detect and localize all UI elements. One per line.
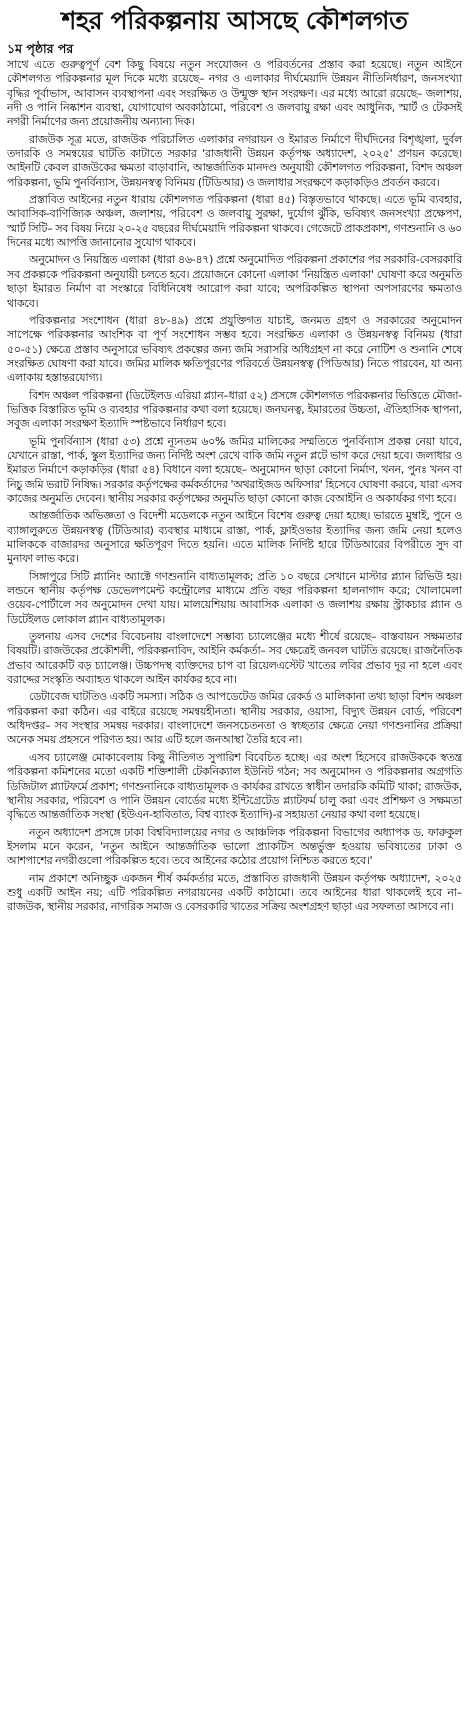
paragraph: নাম প্রকাশে অনিচ্ছুক একজন শীর্ষ কর্মকর্তার মতে, প্রস্তাবিত রাজধানী উন্নয়ন কর্তৃপক্ষ অধ্যাদেশ, ২০২৫ শুধু একটি আইন নয়; এটি পরিকল্পিত নগরায়নের একটি কাঠামো। তবে আইনের ধারা থাকলেই হবে না– রাজউক, স্থানীয় সরকার, নাগরিক সমাজ ও বেসরকারি খাতের সক্রিয় অংশগ্রহণ ছাড়া এর সফলতা আসবে না। bbox=[7, 871, 462, 914]
paragraph: ভূমি পুনর্বিন্যাস (ধারা ৫৩) প্রশ্নে ন্যূনতম ৬০% জমির মালিকের সম্মতিতে পুনর্বিন্যাস প্রকল্প নেয়া যাবে, যেখানে রাস্তা, পার্ক, স্কুল ইত্যাদির জন্য নির্দিষ্ট অংশ রেখে বাকি জমি নতুন প্লটে ভাগ করে দেয়া হবে। জলাধার ও ইমারত নির্মাণে কড়াকড়ির (ধারা ৫৪) বিধানে বলা হয়েছে– অনুমোদন ছাড়া কোনো নির্মাণ, খনন, পুনঃ খনন বা নিচু জমি ভরাট নিষিদ্ধ। সরকার কর্তৃপক্ষের কর্মকর্তাদের 'অথরাইজড অফিসার' হিসেবে ঘোষণা করবে, যারা এসব কাজের অনুমতি দেবেন। স্থানীয় সরকার কর্তৃপক্ষের অনুমতি ছাড়া কোনো কাজ বেআইনি ও অকার্যকর গণ্য হবে। bbox=[7, 434, 462, 505]
article-body bbox=[7, 58, 462, 915]
paragraph: তুলনায় এসব দেশের বিবেচনায় বাংলাদেশে সম্ভাব্য চ্যালেঞ্জের মধ্যে শীর্ষে রয়েছে– বাস্তবায়ন সক্ষমতার বিষয়টি। রাজউকের প্রকৌশলী, পরিকল্পনাবিদ, আইনি কর্মকর্তা– সব ক্ষেত্রেই জনবল ঘাটতি রয়েছে। রাজনৈতিক প্রভাব আরেকটি বড় চ্যালেঞ্জ। উচ্চপদস্থ ব্যক্তিদের চাপ বা রিয়েলএস্টেট খাতের লবির প্রভাব দূর না হলে এবং বরাদ্দের সংস্কৃতি অব্যাহত থাকলে আইন কার্যকর হবে না। bbox=[7, 630, 462, 687]
paragraph: ডেটাবেজ ঘাটতিও একটি সমস্যা। সঠিক ও আপডেটেড জমির রেকর্ড ও মালিকানা তথ্য ছাড়া বিশদ অঞ্চল পরিকল্পনা করা কঠিন। এর বাইরে রয়েছে সমন্বয়হীনতা। স্থানীয় সরকার, ওয়াসা, বিদ্যুৎ উন্নয়ন বোর্ড, পরিবেশ অধিদপ্তর– সব সংস্থার সমন্বয় দরকার। বাংলাদেশে জনসচেতনতা ও স্বচ্ছতার ক্ষেত্রে নেয়া গণশুনানির প্রক্রিয়া অনেক সময় প্রহসনে পরিণত হয়। আর এটি হলে জনআস্থা তৈরি হবে না। bbox=[7, 690, 462, 747]
paragraph: অনুমোদন ও নিয়ন্ত্রিত এলাকা (ধারা ৪৬-৪৭) প্রশ্নে অনুমোদিত পরিকল্পনা প্রকাশের পর সরকারি-বেসরকারি সব প্রকল্পকে পরিকল্পনা অনুযায়ী চলতে হবে। প্রয়োজনে কোনো এলাকা 'নিয়ন্ত্রিত এলাকা' ঘোষণা করে অনুমতি ছাড়া ইমারত নির্মাণ বা সংস্কারে বিধিনিষেধ আরোপ করা যাবে; অপরিকল্পিত স্থাপনা অপসারণের ক্ষমতাও থাকবে। bbox=[7, 253, 462, 310]
paragraph: বিশদ অঞ্চল পরিকল্পনা (ডিটেইলড এরিয়া প্ল্যান–ধারা ৫২) প্রসঙ্গে কৌশলগত পরিকল্পনার ভিত্তিতে মৌজা-ভিত্তিক বিস্তারিত ভূমি ও ব্যবহার পরিকল্পনার কথা বলা হয়েছে। জনঘনত্ব, ইমারতের উচ্চতা, ঐতিহাসিক স্থাপনা, সবুজ এলাকা সংরক্ষণ ইত্যাদি স্পষ্টভাবে নির্ধারণ হবে। bbox=[7, 388, 462, 431]
paragraph: নতুন অধ্যাদেশ প্রসঙ্গে ঢাকা বিশ্ববিদ্যালয়ের নগর ও আঞ্চলিক পরিকল্পনা বিভাগের অধ্যাপক ড. ফারুকুল ইসলাম মনে করেন, 'নতুন আইনে আন্তর্জাতিক ভালো প্র্যাকটিস অন্তর্ভুক্ত হওয়ায় ভবিষ্যতের ঢাকা ও আশপাশের নগরীগুলো পরিকল্পিত হবে। তবে আইনের কঠোর প্রয়োগ নিশ্চিত করতে হবে।' bbox=[7, 825, 462, 868]
paragraph: আন্তর্জাতিক অভিজ্ঞতা ও বিদেশী মডেলকে নতুন আইনে বিশেষ গুরুত্ব দেয়া হচ্ছে। ভারতে মুম্বাই, পুনে ও ব্যাঙ্গালুরুতে উন্নয়নস্বত্ব (টিডিআর) ব্যবস্থার মাধ্যমে রাস্তা, পার্ক, ফ্লাইওভার ইত্যাদির জন্য জমি নেয়া হলেও মালিককে বাজারদর অনুসারে ক্ষতিপূরণ দিতে হয়নি। এতে মালিক নির্দিষ্ট হারে টিডিআরের বিপরীতে সুদ বা মুনাফা লাভ করে। bbox=[7, 509, 462, 566]
paragraph: সাথে এতে গুরুত্বপূর্ণ বেশ কিছু বিষয়ে নতুন সংযোজন ও পরিবর্তনের প্রস্তাব করা হয়েছে। নতুন আইনে কৌশলগত পরিকল্পনার মূল দিকে মধ্যে রয়েছে– নগর ও এলাকার দীর্ঘমেয়াদি উন্নয়ন নীতিনির্ধারণ, জনসংখ্যা বৃদ্ধির পূর্বাভাস, আবাসন ব্যবস্থাপনা এবং সংরক্ষিত ও উন্মুক্ত স্থান সংরক্ষণ। এর মধ্যে আরো রয়েছে– জলাশয়, নদী ও পানি নিষ্কাশন ব্যবস্থা, যোগাযোগ অবকাঠামো, পরিবেশ ও জলবায়ু রক্ষা এবং আধুনিক, স্মার্ট ও টেকসই নগরী নির্মাণের জন্য প্রয়োজনীয় অন্যান্য দিক। bbox=[7, 58, 462, 129]
paragraph: পরিকল্পনার সংশোধন (ধারা ৪৮-৪৯) প্রশ্নে প্রযুক্তিগত যাচাই, জনমত গ্রহণ ও সরকারের অনুমোদন সাপেক্ষে পরিকল্পনার আংশিক বা পূর্ণ সংশোধন সম্ভব হবে। সংরক্ষিত এলাকা ও উন্নয়নস্বত্ব বিনিময় (ধারা ৫০-৫১) ক্ষেত্রে প্রস্তাব অনুসারে ভবিষ্যৎ প্রকল্পের জন্য জমি সরাসরি অধিগ্রহণ না করে নোটিশ ও শুনানি শেষে সংরক্ষিত ঘোষণা করা যাবে। জমির মালিক ক্ষতিপূরণের পরিবর্তে উন্নয়নস্বত্ব (পিডিআর) নিতে পারবেন, যা অন্য এলাকায় হস্তান্তরযোগ্য। bbox=[7, 313, 462, 385]
paragraph: প্রস্তাবিত আইনের নতুন ধারায় কৌশলগত পরিকল্পনা (ধারা ৪৫) বিস্তৃতভাবে থাকছে। এতে ভূমি ব্যবহার, আবাসিক-বাণিজ্যিক অঞ্চল, জলাশয়, পরিবেশ ও জলবায়ু সুরক্ষা, দুর্যোগ ঝুঁকি, ভবিষ্যৎ জনসংখ্যা প্রক্ষেপণ, স্মার্ট সিটি– সব বিষয় নিয়ে ২০-২৫ বছরের দীর্ঘমেয়াদি পরিকল্পনা থাকবে। গেজেটে প্রাকপ্রকাশ, গণশুনানি ও ৬০ দিনের মধ্যে আপত্তি জানানোর সুযোগ থাকবে। bbox=[7, 193, 462, 250]
continued-from-label: ১ম পৃষ্ঠার পর bbox=[7, 41, 74, 56]
paragraph: এসব চ্যালেঞ্জ মোকাবেলায় কিছু নীতিগত সুপারিশ বিবেচিত হচ্ছে। এর অংশ হিসেবে রাজউককে স্বতন্ত্র পরিকল্পনা কমিশনের মতো একটি শক্তিশালী টেকনিক্যাল ইউনিট গঠন; সব অনুমোদন ও পরিকল্পনার অগ্রগতি ডিজিটাল প্ল্যাটফর্মে প্রকাশ; গণশুনানিকে বাধ্যতামূলক ও কার্যকর রাখতে স্বাধীন তদারকি কমিটি থাকা; রাজউক, স্থানীয় সরকার, পরিবেশ ও পানি উন্নয়ন বোর্ডের মধ্যে ইন্টিগ্রেটেড প্ল্যাটফর্ম চালু করা এবং প্রশিক্ষণ ও সক্ষমতা বৃদ্ধিতে আন্তর্জাতিক সংস্থা (ইউএন-হাবিতাত, বিশ্ব ব্যাংক ইত্যাদি)-র সহায়তা নেয়ার কথা বলা হয়েছে। bbox=[7, 750, 462, 822]
article-headline: শহর পরিকল্পনায় আসছে কৌশলগত bbox=[61, 6, 408, 35]
paragraph: সিঙ্গাপুরে সিটি প্ল্যানিং অ্যাক্টে গণশুনানি বাধ্যতামূলক; প্রতি ১০ বছরে সেখানে মাস্টার প্ল্যান রিভিউ হয়। লন্ডনে স্থানীয় কর্তৃপক্ষ ডেভেলপমেন্ট কন্ট্রোলের মাধ্যমে প্রতি বছর পরিকল্পনা হালনাগাদ করে; খোলামেলা ওয়েব-পোর্টালে সব অনুমোদন দেখা যায়। মালয়েশিয়ায় আবাসিক এলাকা ও জলাশয় রক্ষায় স্ট্রাকচার প্ল্যান ও ডিটেইলড লোকাল প্ল্যান বাধ্যতামূলক। bbox=[7, 569, 462, 626]
paragraph: রাজউক সূত্র মতে, রাজউক পরিচালিত এলাকার নগরায়ন ও ইমারত নির্মাণে দীর্ঘদিনের বিশৃঙ্খলা, দুর্বল তদারকি ও সমন্বয়ের ঘাটতি কাটাতে সরকার 'রাজধানী উন্নয়ন কর্তৃপক্ষ অধ্যাদেশ, ২০২৫' প্রণয়ন করেছে। আইনটি কেবল রাজউকের ক্ষমতা বাড়াবানি, আন্তর্জাতিক মানদণ্ড অনুযায়ী কৌশলগত পরিকল্পনা, বিশদ অঞ্চল পরিকল্পনা, ভূমি পুনর্বিন্যাস, উন্নয়নস্বত্ব বিনিময় (টিডিআর) ও জলাধার সংরক্ষণে কড়াকড়িও প্রবর্তন করবে। bbox=[7, 132, 462, 189]
